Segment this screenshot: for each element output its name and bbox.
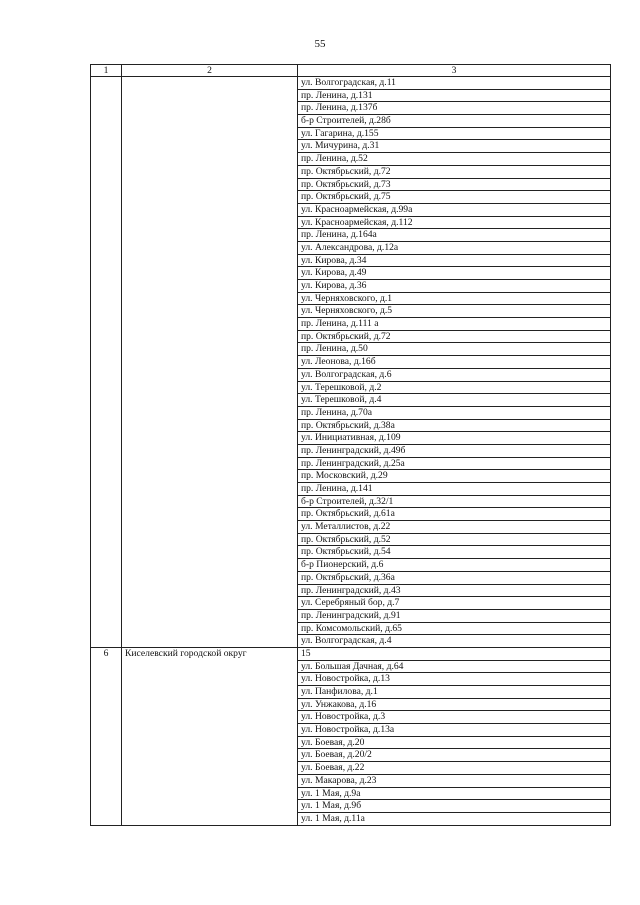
address-cell: ул. Мичурина, д.31 <box>298 140 611 153</box>
address-cell: пр. Ленина, д.111 а <box>298 318 611 331</box>
address-cell: пр. Ленинградский, д.25а <box>298 457 611 470</box>
address-cell: ул. Новостройка, д.13 <box>298 673 611 686</box>
address-cell: пр. Октябрьский, д.38а <box>298 419 611 432</box>
address-cell: ул. Кирова, д.49 <box>298 267 611 280</box>
address-cell: пр. Октябрьский, д.72 <box>298 165 611 178</box>
address-cell: б-р Строителей, д.32/1 <box>298 495 611 508</box>
address-cell: пр. Октябрьский, д.72 <box>298 330 611 343</box>
address-cell: пр. Октябрьский, д.36а <box>298 571 611 584</box>
address-cell: ул. Кирова, д.34 <box>298 254 611 267</box>
address-cell: пр. Октябрьский, д.75 <box>298 191 611 204</box>
address-cell: пр. Октябрьский, д.73 <box>298 178 611 191</box>
address-cell: пр. Ленинградский, д.91 <box>298 609 611 622</box>
address-cell: ул. Волгоградская, д.11 <box>298 77 611 90</box>
district-name <box>122 77 298 648</box>
header-col-district: 2 <box>122 65 298 77</box>
address-cell: пр. Октябрьский, д.54 <box>298 546 611 559</box>
table-row <box>91 647 611 660</box>
address-cell: пр. Ленина, д.137б <box>298 102 611 115</box>
address-cell: пр. Ленина, д.52 <box>298 153 611 166</box>
address-cell: пр. Октябрьский, д.61а <box>298 508 611 521</box>
table-row <box>91 77 611 90</box>
address-cell: ул. Терешковой, д.4 <box>298 394 611 407</box>
address-cell: ул. Металлистов, д.22 <box>298 521 611 534</box>
address-cell: пр. Ленинградский, д.49б <box>298 444 611 457</box>
table-header-row <box>91 65 611 77</box>
address-cell: ул. Кирова, д.36 <box>298 280 611 293</box>
address-cell: пр. Ленина, д.50 <box>298 343 611 356</box>
address-cell: пр. Ленина, д.70а <box>298 406 611 419</box>
address-cell: ул. Большая Дачная, д.64 <box>298 660 611 673</box>
address-cell: ул. Панфилова, д.1 <box>298 686 611 699</box>
address-cell: ул. Боевая, д.20/2 <box>298 749 611 762</box>
address-cell: ул. Новостройка, д.3 <box>298 711 611 724</box>
address-cell: ул. Красноармейская, д.99а <box>298 203 611 216</box>
address-cell: пр. Московский, д.29 <box>298 470 611 483</box>
page-number: 55 <box>314 38 326 50</box>
address-cell: пр. Ленина, д.164а <box>298 229 611 242</box>
address-cell: ул. Боевая, д.22 <box>298 762 611 775</box>
district-number: 6 <box>91 647 122 825</box>
address-cell: пр. Ленинградский, д.43 <box>298 584 611 597</box>
address-cell: ул. 1 Мая, д.11а <box>298 812 611 825</box>
district-name: Киселевский городской округ <box>122 647 298 825</box>
address-cell: ул. Макарова, д.23 <box>298 774 611 787</box>
address-cell: ул. Унжакова, д.16 <box>298 698 611 711</box>
address-cell: ул. Боевая, д.20 <box>298 736 611 749</box>
address-cell: пр. Октябрьский, д.52 <box>298 533 611 546</box>
address-cell: ул. Серебряный бор, д.7 <box>298 597 611 610</box>
address-cell: ул. Черняховского, д.1 <box>298 292 611 305</box>
address-cell: ул. Красноармейская, д.112 <box>298 216 611 229</box>
address-cell: ул. Новостройка, д.13а <box>298 724 611 737</box>
address-cell: ул. Гагарина, д.155 <box>298 127 611 140</box>
header-col-number: 1 <box>91 65 122 77</box>
address-cell: пр. Комсомольский, д.65 <box>298 622 611 635</box>
address-cell: ул. Александрова, д.12а <box>298 241 611 254</box>
address-cell: ул. 1 Мая, д.9а <box>298 787 611 800</box>
address-cell: ул. 1 Мая, д.9б <box>298 800 611 813</box>
header-col-address: 3 <box>298 65 611 77</box>
address-cell: ул. Волгоградская, д.6 <box>298 368 611 381</box>
address-cell: ул. Черняховского, д.5 <box>298 305 611 318</box>
address-cell: пр. Ленина, д.141 <box>298 483 611 496</box>
address-cell: ул. Инициативная, д.109 <box>298 432 611 445</box>
address-cell: ул. Терешковой, д.2 <box>298 381 611 394</box>
address-cell: пр. Ленина, д.131 <box>298 89 611 102</box>
address-cell: ул. Волгоградская, д.4 <box>298 635 611 648</box>
address-cell: 15 <box>298 647 611 660</box>
table-body <box>91 77 611 826</box>
district-number <box>91 77 122 648</box>
address-cell: б-р Строителей, д.28б <box>298 115 611 128</box>
address-cell: б-р Пионерский, д.6 <box>298 559 611 572</box>
address-cell: ул. Леонова, д.16б <box>298 356 611 369</box>
addresses-table <box>90 64 611 826</box>
